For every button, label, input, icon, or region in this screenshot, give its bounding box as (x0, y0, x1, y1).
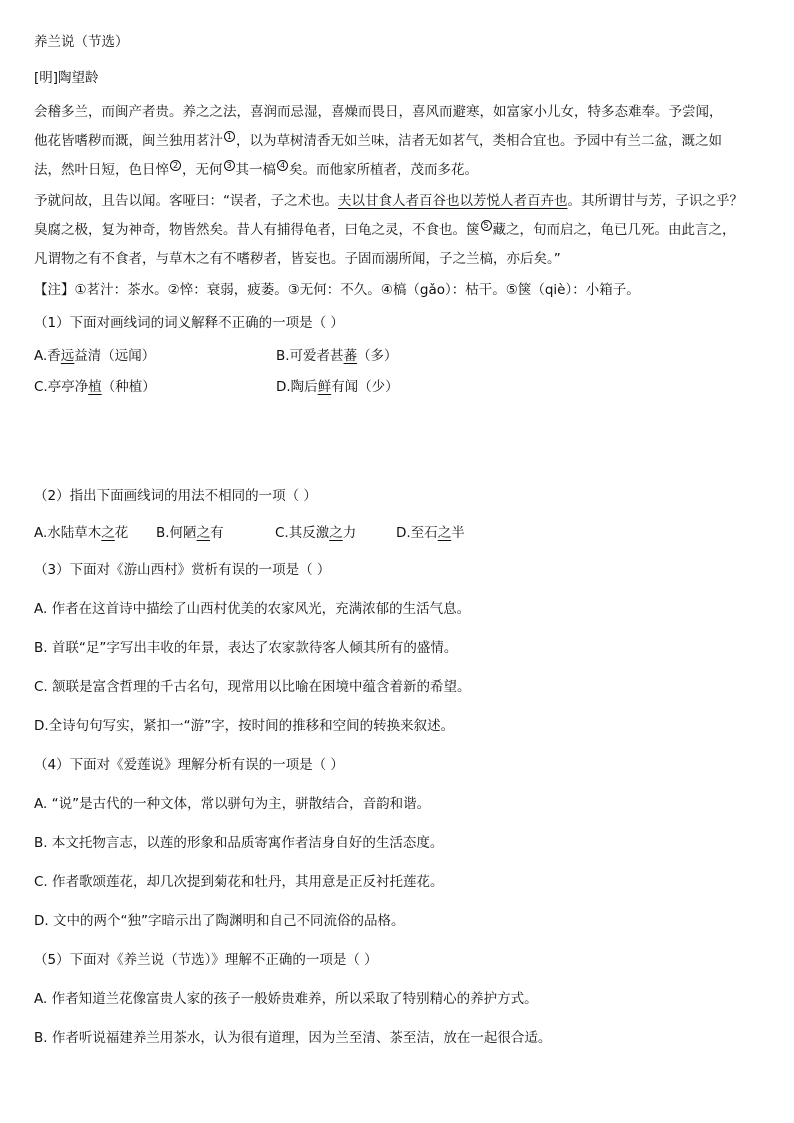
annotation-note: 【注】①茗汁：茶水。②悴：衰弱，疲萎。③无何：不久。④槁（gǎo）：枯干。⑤箧（qiè）：小箱子。 (34, 282, 640, 298)
paragraph-line: 会稽多兰，而闽产者贵。养之之法，喜润而忌湿，喜燥而畏日，喜风而避寒，如富家小儿女，特多态难奉。予尝闻， (34, 104, 723, 120)
passage-paragraph-2 (34, 191, 760, 270)
footnote-mark-2: 2 (170, 160, 181, 171)
option-row (34, 346, 760, 367)
underlined-word: 之 (329, 525, 343, 541)
option-d (276, 377, 399, 398)
option-text: 花 (114, 525, 129, 541)
footnote-mark-1: 1 (224, 131, 235, 142)
text-segment: 他花皆嗜秽而溉，闽兰独用茗汁 (34, 133, 223, 149)
question-3-option-b: B. 首联“足”字写出丰收的年景，表达了农家款待客人倾其所有的盛情。 (34, 640, 458, 656)
question-4-option-a: A. “说”是古代的一种文体，常以骈句为主，骈散结合，音韵和谐。 (34, 796, 431, 812)
footnote-mark-4: 4 (277, 160, 288, 171)
question-2 (34, 486, 760, 544)
text-segment: 法，然叶日短，色日悴 (34, 162, 169, 178)
question-2-options (34, 523, 760, 544)
option-b (156, 523, 275, 544)
question-5-option-a: A. 作者知道兰花像富贵人家的孩子一般娇贵难养，所以采取了特别精心的养护方式。 (34, 991, 538, 1007)
question-4-option-b: B. 本文托物言志，以莲的形象和品质寄寓作者洁身自好的生活态度。 (34, 835, 444, 851)
option-text: B.可爱者甚 (276, 348, 344, 364)
option-text: D.至石 (396, 525, 438, 541)
option-a (34, 523, 156, 544)
paragraph-line (34, 191, 760, 212)
underlined-word: 之 (101, 525, 115, 541)
option-text: B.何陋 (156, 525, 197, 541)
text-segment: 臭腐之极，复为神奇，物皆然矣。昔人有捕得龟者，曰龟之灵，不食也。箧 (34, 222, 480, 238)
option-text: D.陶后 (276, 379, 318, 395)
option-c (275, 523, 396, 544)
question-3-option-a: A. 作者在这首诗中描绘了山西村优美的农家风光，充满浓郁的生活气息。 (34, 601, 471, 617)
paragraph-line (34, 131, 760, 152)
underlined-word: 远 (60, 348, 75, 364)
option-text: A.水陆草木 (34, 525, 102, 541)
underlined-word: 植 (88, 379, 102, 395)
option-text: 力 (342, 525, 357, 541)
text-segment: 其一槁 (235, 162, 276, 178)
paragraph-line (34, 160, 760, 181)
question-3-option-d: D.全诗句句写实，紧扣一“游”字，按时间的推移和空间的转换来叙述。 (34, 718, 455, 734)
text-segment: ，以为草树清香无如兰味，洁者无如茗气，类相合宜也。予园中有兰二盆，溉之如 (236, 133, 722, 149)
option-text: 有闻（少） (331, 379, 399, 395)
text-segment: ，无何 (182, 162, 223, 178)
question-5-option-b: B. 作者听说福建养兰用茶水，认为很有道理，因为兰至清、茶至洁，放在一起很合适。 (34, 1030, 552, 1046)
paragraph-line (34, 220, 760, 241)
option-text: 有 (210, 525, 224, 541)
option-d (396, 523, 465, 544)
option-c (34, 377, 276, 398)
passage-author: [明]陶望龄 (34, 70, 99, 86)
option-row (34, 377, 760, 398)
footnote-mark-3: 3 (224, 160, 235, 171)
question-1-stem: （1）下面对画线词的词义解释不正确的一项是（ ） (34, 315, 344, 331)
option-text: C.其反激 (275, 525, 330, 541)
text-segment: 。其所谓甘与芳，子识之乎？ (567, 193, 743, 209)
option-text: 益清（远闻） (74, 348, 156, 364)
option-text: C.亭亭净 (34, 379, 89, 395)
option-text: A.香 (34, 348, 61, 364)
underlined-sentence: 夫以甘食人者百谷也以芳悦人者百卉也 (338, 193, 568, 209)
option-b (276, 346, 398, 367)
question-4-option-c: C. 作者歌颂莲花，却几次提到菊花和牡丹，其用意是正反衬托莲花。 (34, 874, 444, 890)
passage-title: 养兰说（节选） (34, 34, 129, 50)
text-segment: 予就问故，且告以闻。客哑曰：“误者，子之术也。 (34, 193, 338, 209)
passage-paragraph-1 (34, 102, 760, 181)
underlined-word: 之 (437, 525, 452, 541)
option-a (34, 346, 276, 367)
question-3-stem: （3）下面对《游山西村》赏析有误的一项是（ ） (34, 562, 331, 578)
option-text: （种植） (101, 379, 156, 395)
option-text: 半 (451, 525, 465, 541)
underlined-word: 鲜 (317, 379, 332, 395)
question-1-options (34, 346, 760, 398)
question-4-stem: （4）下面对《爱莲说》理解分析有误的一项是（ ） (34, 757, 344, 773)
question-3-option-c: C. 颔联是富含哲理的千古名句，现常用以比喻在困境中蕴含着新的希望。 (34, 679, 471, 695)
question-4-option-d: D. 文中的两个“独”字暗示出了陶渊明和自己不同流俗的品格。 (34, 913, 405, 929)
underlined-word: 之 (196, 525, 211, 541)
option-text: （多） (357, 348, 398, 364)
footnote-mark-5: 5 (481, 220, 492, 231)
paragraph-line: 凡谓物之有不食者，与草木之有不嗜秽者，皆妄也。子固而溺所闻，子之兰槁，亦后矣。” (34, 251, 561, 267)
underlined-word: 蕃 (343, 348, 358, 364)
text-segment: 藏之，旬而启之，龟已几死。由此言之， (492, 222, 736, 238)
question-5-stem: （5）下面对《养兰说（节选）》理解不正确的一项是（ ） (34, 952, 378, 968)
question-2-stem: （2）指出下面画线词的用法不相同的一项（ ） (34, 488, 317, 504)
text-segment: 矣。而他家所植者，茂而多花。 (289, 162, 478, 178)
